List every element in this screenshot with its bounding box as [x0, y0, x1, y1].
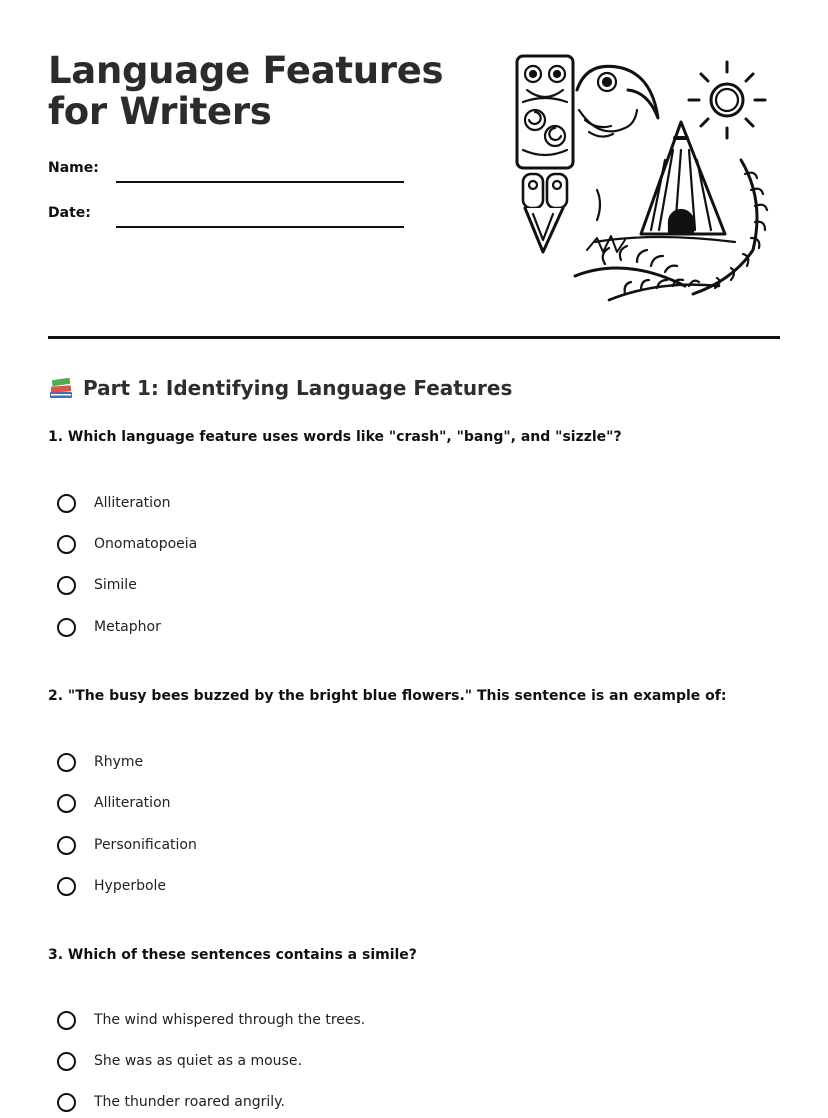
question-1-option-4[interactable] [57, 614, 161, 640]
radio-button[interactable] [57, 1011, 76, 1030]
option-label: Alliteration [94, 795, 171, 811]
question-2-option-3[interactable] [57, 832, 197, 858]
radio-button[interactable] [57, 794, 76, 813]
question-2-option-2[interactable] [57, 790, 171, 816]
radio-button[interactable] [57, 877, 76, 896]
sun-icon [689, 62, 765, 138]
radio-button[interactable] [57, 753, 76, 772]
question-1-option-2[interactable] [57, 531, 197, 557]
section-title [48, 375, 512, 401]
page-title: Language Features for Writers [48, 49, 444, 133]
radio-button[interactable] [57, 1052, 76, 1071]
section-title-text: Part 1: Identifying Language Features [83, 376, 513, 400]
question-1-text: 1. Which language feature uses words like "crash", "bang", and "sizzle"? [48, 429, 622, 445]
name-field[interactable] [48, 160, 408, 190]
books-icon [48, 375, 74, 401]
question-1-option-3[interactable] [57, 572, 137, 598]
date-input-line[interactable] [116, 226, 404, 228]
date-field[interactable] [48, 205, 408, 235]
radio-button[interactable] [57, 494, 76, 513]
bird-icon [577, 66, 658, 220]
name-label: Name: [48, 160, 99, 176]
option-label: Personification [94, 837, 197, 853]
option-label: Alliteration [94, 495, 171, 511]
option-label: The thunder roared angrily. [94, 1094, 285, 1110]
question-3-text: 3. Which of these sentences contains a simile? [48, 947, 417, 963]
question-3-option-3[interactable] [57, 1089, 285, 1115]
question-1-option-1[interactable] [57, 490, 171, 516]
option-label: The wind whispered through the trees. [94, 1012, 366, 1028]
radio-button[interactable] [57, 618, 76, 637]
option-label: Hyperbole [94, 878, 167, 894]
maori-landscape-illustration [505, 50, 785, 312]
option-label: Onomatopoeia [94, 536, 198, 552]
option-label: She was as quiet as a mouse. [94, 1053, 302, 1069]
whare-hut-icon [595, 122, 735, 242]
question-3-option-2[interactable] [57, 1048, 302, 1074]
date-label: Date: [48, 205, 91, 221]
radio-button[interactable] [57, 836, 76, 855]
carved-pou-icon [517, 56, 573, 252]
question-2-option-1[interactable] [57, 749, 143, 775]
name-input-line[interactable] [116, 181, 404, 183]
radio-button[interactable] [57, 535, 76, 554]
header-divider [48, 336, 780, 339]
question-2-option-4[interactable] [57, 873, 166, 899]
option-label: Simile [94, 577, 137, 593]
radio-button[interactable] [57, 576, 76, 595]
question-2-text: 2. "The busy bees buzzed by the bright blue flowers." This sentence is an example of: [48, 688, 727, 704]
radio-button[interactable] [57, 1093, 76, 1112]
option-label: Metaphor [94, 619, 161, 635]
option-label: Rhyme [94, 754, 144, 770]
question-3-option-1[interactable] [57, 1007, 365, 1033]
